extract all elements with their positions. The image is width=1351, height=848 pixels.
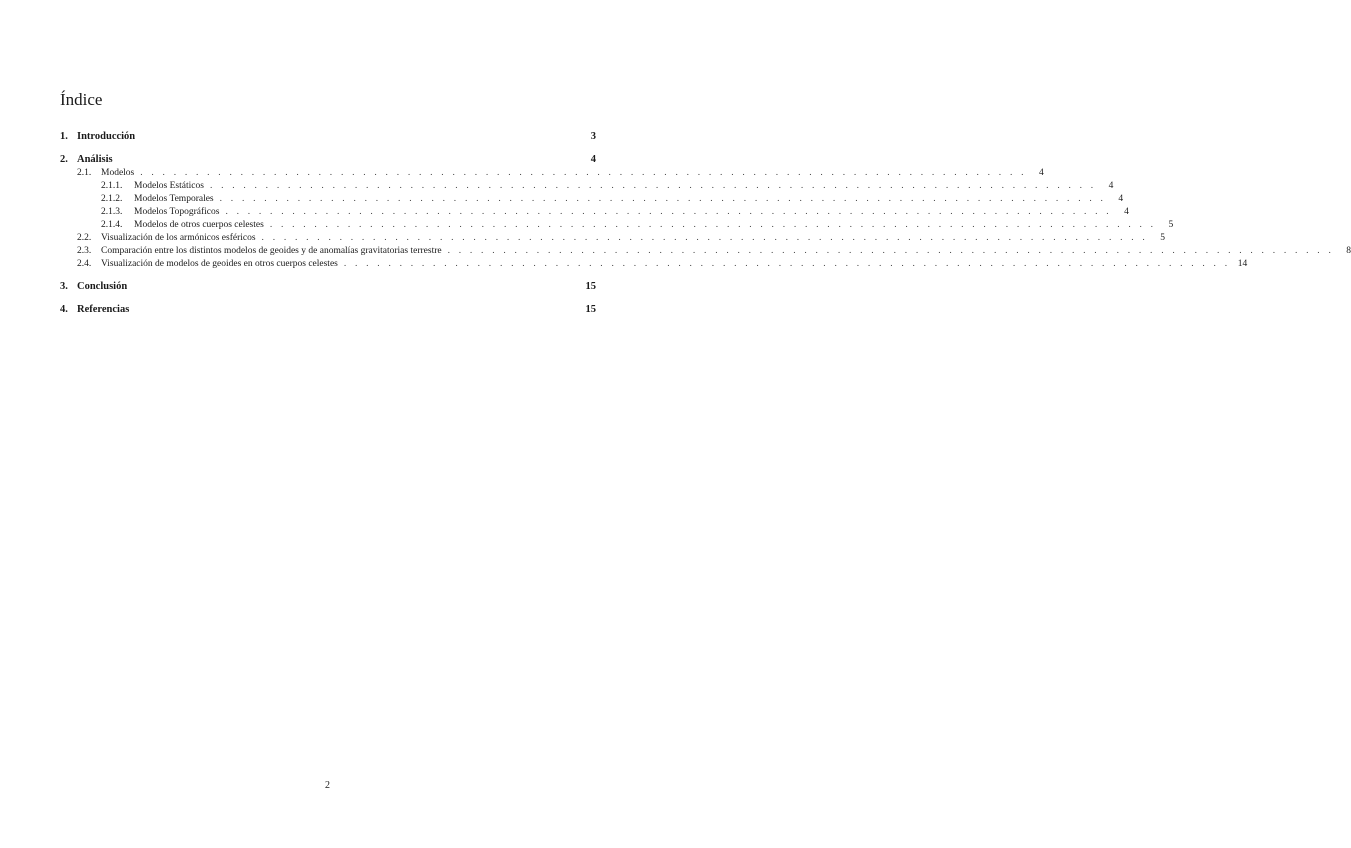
toc-entry-label: Modelos <box>101 168 135 178</box>
toc-entry-page: 15 <box>585 304 596 315</box>
page-number: 2 <box>325 780 330 791</box>
toc-entry-modelos-topograficos[interactable] <box>60 206 1129 218</box>
toc-entry-label: Visualización de modelos de geoides en otros cuerpos celestes <box>101 259 338 269</box>
toc-entry-visualizacion-geoides[interactable] <box>60 258 1248 270</box>
toc-entry-label: Conclusión <box>77 281 128 292</box>
toc-entry-comparacion-modelos[interactable] <box>60 245 1351 257</box>
toc-entry-label: Modelos Estáticos <box>134 181 204 191</box>
toc-entry-number: 2.2. <box>77 233 92 243</box>
toc-entry-label: Comparación entre los distintos modelos de geoides y de anomalías gravitatorias terrestre <box>101 246 442 256</box>
toc-entry-label: Modelos Temporales <box>134 194 214 204</box>
toc-entry-page: 15 <box>585 281 596 292</box>
toc-entry-label: Visualización de los armónicos esféricos <box>101 233 256 243</box>
table-of-contents <box>60 0 1351 848</box>
toc-entry-number: 2.1.3. <box>101 207 123 217</box>
toc-leader-dots: . . . . . . . . . . . . . . . . . . . . . . . . . . . . . . . . . . . . . . . . . . . . . . . . . . . . . . . . . . . . . . . . . . . . . . . . . . . . . . . . <box>343 259 1231 269</box>
toc-leader-dots: . . . . . . . . . . . . . . . . . . . . . . . . . . . . . . . . . . . . . . . . . . . . . . . . . . . . . . . . . . . . . . . . . . . . . . . . . . . . . . . . <box>209 181 1097 191</box>
toc-entry-conclusion[interactable] <box>60 280 596 294</box>
toc-entry-visualizacion-armonicos[interactable] <box>60 232 1165 244</box>
toc-entry-label: Modelos Topográficos <box>134 207 220 217</box>
toc-entry-label: Introducción <box>77 131 136 142</box>
toc-entry-page: 4 <box>590 154 596 165</box>
toc-entry-introduccion[interactable] <box>60 130 596 144</box>
toc-entry-page: 5 <box>1168 220 1174 230</box>
toc-entry-number: 2.1.4. <box>101 220 123 230</box>
toc-entry-number: 2.1. <box>77 168 92 178</box>
toc-entry-number: 3. <box>60 281 68 292</box>
toc-leader-dots: . . . . . . . . . . . . . . . . . . . . . . . . . . . . . . . . . . . . . . . . . . . . . . . . . . . . . . . . . . . . . . . . . . . . . . . . . . . . . . . . <box>225 207 1112 217</box>
toc-entry-label: Referencias <box>77 304 130 315</box>
toc-entry-label: Modelos de otros cuerpos celestes <box>134 220 264 230</box>
toc-leader-dots: . . . . . . . . . . . . . . . . . . . . . . . . . . . . . . . . . . . . . . . . . . . . . . . . . . . . . . . . . . . . . . . . . . . . . . . . . . . . . . . . <box>140 168 1027 178</box>
toc-entry-number: 2.1.1. <box>101 181 123 191</box>
toc-entry-number: 2.4. <box>77 259 92 269</box>
toc-entry-page: 4 <box>1124 207 1129 217</box>
toc-entry-label: Análisis <box>77 154 113 165</box>
toc-entry-modelos-estaticos[interactable] <box>60 180 1114 192</box>
toc-leader-dots: . . . . . . . . . . . . . . . . . . . . . . . . . . . . . . . . . . . . . . . . . . . . . . . . . . . . . . . . . . . . . . . . . . . . . . . . . . . . . . . . <box>447 246 1335 256</box>
toc-entry-page: 4 <box>1038 168 1044 178</box>
toc-entry-page: 8 <box>1346 246 1351 256</box>
toc-entry-page: 4 <box>1108 181 1114 191</box>
toc-entry-modelos-temporales[interactable] <box>60 193 1124 205</box>
toc-entry-page: 14 <box>1237 259 1248 269</box>
toc-entry-page: 3 <box>590 131 596 142</box>
toc-leader-dots: . . . . . . . . . . . . . . . . . . . . . . . . . . . . . . . . . . . . . . . . . . . . . . . . . . . . . . . . . . . . . . . . . . . . . . . . . . . . . . . . <box>219 194 1107 204</box>
toc-entry-modelos-otros-cuerpos[interactable] <box>60 219 1174 231</box>
toc-entry-modelos[interactable] <box>60 167 1044 179</box>
toc-title: Índice <box>60 90 103 109</box>
toc-entry-number: 4. <box>60 304 68 315</box>
toc-entry-number: 2. <box>60 154 68 165</box>
toc-entry-analisis[interactable] <box>60 153 596 167</box>
toc-entry-page: 5 <box>1160 233 1165 243</box>
toc-entry-number: 2.1.2. <box>101 194 123 204</box>
toc-entry-referencias[interactable] <box>60 303 596 317</box>
toc-entry-page: 4 <box>1118 194 1124 204</box>
toc-entry-number: 1. <box>60 131 68 142</box>
toc-leader-dots: . . . . . . . . . . . . . . . . . . . . . . . . . . . . . . . . . . . . . . . . . . . . . . . . . . . . . . . . . . . . . . . . . . . . . . . . . . . . . . . . <box>261 233 1148 243</box>
toc-leader-dots: . . . . . . . . . . . . . . . . . . . . . . . . . . . . . . . . . . . . . . . . . . . . . . . . . . . . . . . . . . . . . . . . . . . . . . . . . . . . . . . . <box>269 220 1157 230</box>
toc-entry-number: 2.3. <box>77 246 92 256</box>
